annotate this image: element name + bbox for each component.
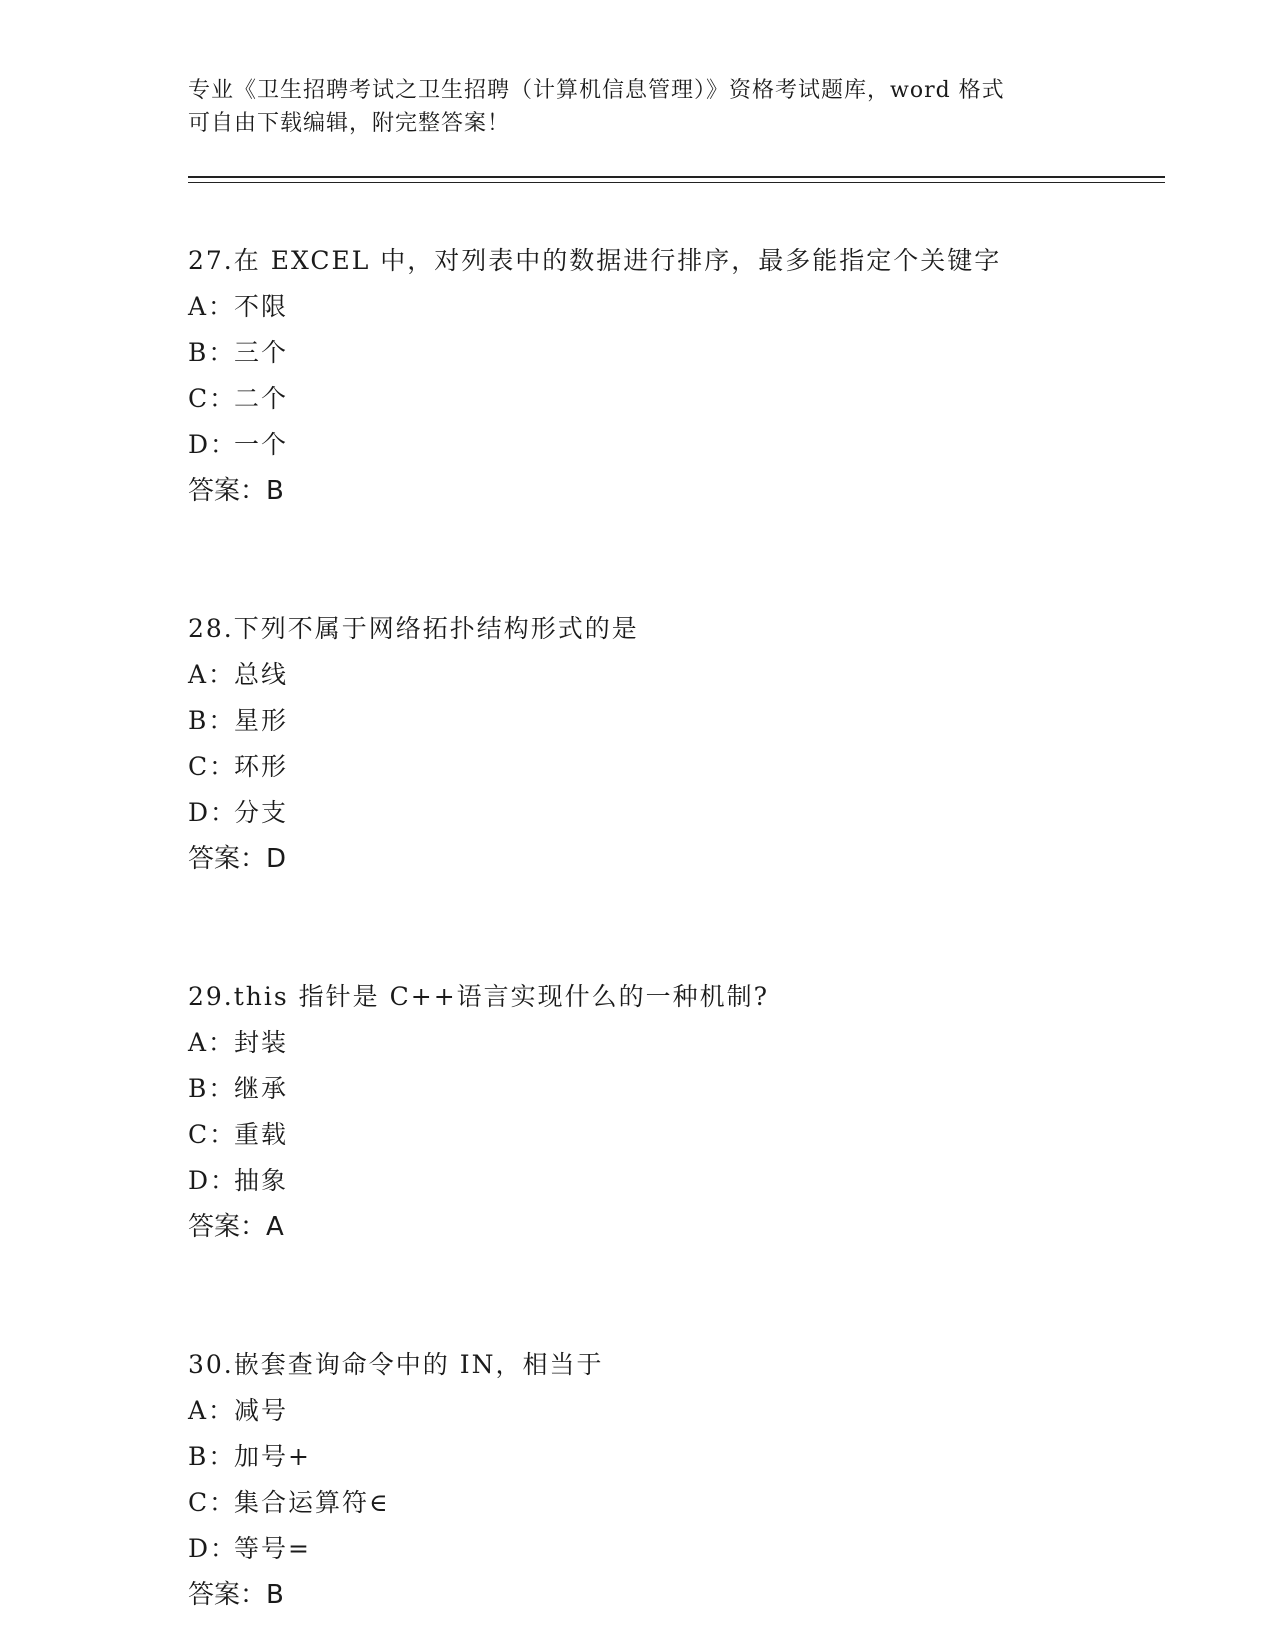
option-d — [188, 790, 1148, 836]
header-line-2: 可自由下载编辑，附完整答案！ — [188, 111, 511, 136]
question-list — [188, 238, 1148, 1618]
option-key: C： — [188, 752, 237, 781]
option-c — [188, 744, 1148, 790]
option-text: 分支 — [234, 798, 289, 827]
option-text: 重载 — [234, 1120, 289, 1149]
question-30 — [188, 1342, 1148, 1618]
question-title: 30.嵌套查询命令中的 IN，相当于 — [188, 1350, 604, 1379]
option-d — [188, 422, 1148, 468]
option-key: D： — [188, 798, 238, 827]
option-text: 集合运算符∈ — [234, 1488, 390, 1517]
answer-line: 答案：A — [188, 1212, 284, 1242]
option-b — [188, 698, 1148, 744]
option-key: A： — [188, 660, 236, 689]
question-title: 29.this 指针是 C++语言实现什么的一种机制? — [188, 982, 770, 1011]
option-key: C： — [188, 1488, 237, 1517]
question-title: 28.下列不属于网络拓扑结构形式的是 — [188, 614, 639, 643]
question-28 — [188, 606, 1148, 882]
option-key: C： — [188, 384, 237, 413]
option-key: D： — [188, 1534, 238, 1563]
option-d — [188, 1526, 1148, 1572]
option-text: 不限 — [234, 292, 289, 321]
option-c — [188, 376, 1148, 422]
option-text: 加号+ — [234, 1442, 311, 1471]
option-d — [188, 1158, 1148, 1204]
answer-line: 答案：B — [188, 1580, 284, 1610]
option-key: B： — [188, 1074, 236, 1103]
option-text: 抽象 — [234, 1166, 289, 1195]
option-key: C： — [188, 1120, 237, 1149]
option-key: B： — [188, 1442, 236, 1471]
option-c — [188, 1480, 1148, 1526]
option-key: A： — [188, 1028, 236, 1057]
question-27 — [188, 238, 1148, 514]
document-header — [188, 74, 1068, 140]
option-text: 减号 — [234, 1396, 289, 1425]
option-key: A： — [188, 1396, 236, 1425]
question-spacer — [188, 1250, 1148, 1342]
option-key: B： — [188, 706, 236, 735]
option-a — [188, 284, 1148, 330]
option-text: 封装 — [234, 1028, 289, 1057]
answer-line: 答案：D — [188, 844, 287, 874]
option-b — [188, 1434, 1148, 1480]
question-title: 27.在 EXCEL 中，对列表中的数据进行排序，最多能指定个关键字 — [188, 246, 1002, 275]
answer-line: 答案：B — [188, 476, 284, 506]
option-key: B： — [188, 338, 236, 367]
option-text: 二个 — [234, 384, 289, 413]
question-spacer — [188, 514, 1148, 606]
option-text: 一个 — [234, 430, 289, 459]
option-text: 星形 — [234, 706, 289, 735]
option-a — [188, 1388, 1148, 1434]
header-divider-thin — [188, 182, 1165, 183]
header-divider-thick — [188, 176, 1165, 178]
option-a — [188, 1020, 1148, 1066]
option-text: 环形 — [234, 752, 289, 781]
option-c — [188, 1112, 1148, 1158]
question-29 — [188, 974, 1148, 1250]
option-text: 继承 — [234, 1074, 289, 1103]
option-key: D： — [188, 430, 238, 459]
option-b — [188, 330, 1148, 376]
option-text: 总线 — [234, 660, 289, 689]
option-text: 等号= — [234, 1534, 311, 1563]
option-text: 三个 — [234, 338, 289, 367]
header-line-1: 专业《卫生招聘考试之卫生招聘（计算机信息管理）》资格考试题库，word 格式 — [188, 78, 1005, 103]
option-key: A： — [188, 292, 236, 321]
option-b — [188, 1066, 1148, 1112]
question-spacer — [188, 882, 1148, 974]
option-key: D： — [188, 1166, 238, 1195]
option-a — [188, 652, 1148, 698]
